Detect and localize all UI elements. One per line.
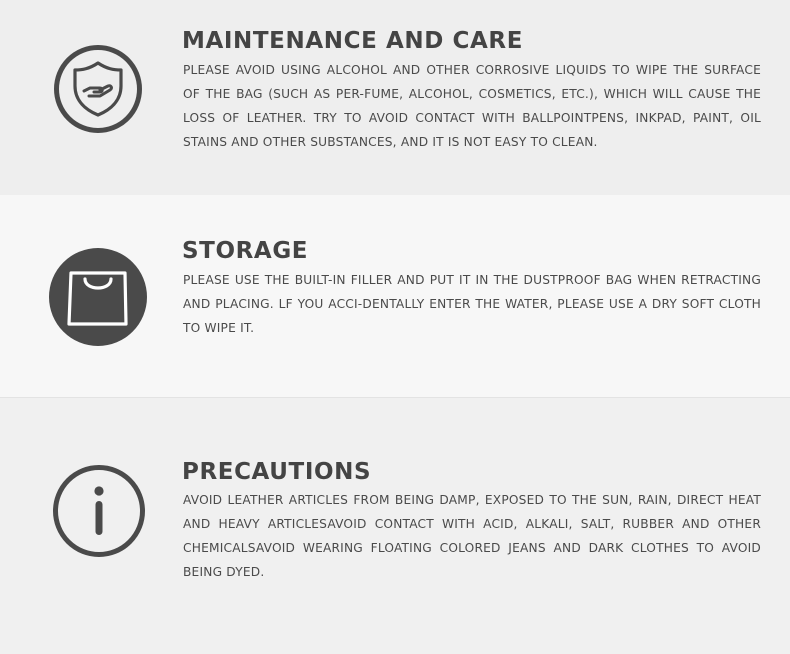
hand-shield-icon bbox=[53, 44, 143, 134]
info-icon bbox=[52, 464, 146, 558]
shopping-bag-icon bbox=[48, 247, 148, 347]
section-text: PLEASE USE THE BUILT-IN FILLER AND PUT IT IN THE DUSTPROOF BAG WHEN RETRACTING AND PLACING. LF YOU ACCI-DENTALLY ENTER THE WATER, PLEASE USE A DRY SOFT CLOTH TO WIPE IT. bbox=[183, 273, 761, 335]
section-title: STORAGE bbox=[182, 238, 309, 264]
section-title: MAINTENANCE AND CARE bbox=[182, 28, 524, 54]
section-title: PRECAUTIONS bbox=[182, 459, 372, 485]
section-text: PLEASE AVOID USING ALCOHOL AND OTHER CORROSIVE LIQUIDS TO WIPE THE SURFACE OF THE BAG (SUCH AS PER-FUME, ALCOHOL, COSMETICS, ETC.), WHICH WILL CAUSE THE LOSS OF LEATHER. TRY TO AVOID CONTACT WITH BALLPOINTPENS, INKPAD, PAINT, OIL STAINS AND OTHER SUBSTANCES, AND IT IS NOT EASY TO CLEAN. bbox=[183, 63, 761, 149]
storage-section bbox=[0, 195, 790, 398]
maintenance-section bbox=[0, 0, 790, 195]
precautions-section bbox=[0, 398, 790, 654]
section-text: AVOID LEATHER ARTICLES FROM BEING DAMP, EXPOSED TO THE SUN, RAIN, DIRECT HEAT AND HEAVY ARTICLESAVOID CONTACT WITH ACID, ALKALI, SALT, RUBBER AND OTHER CHEMICALSAVOID WEARING FLOATING COLORED JEANS AND DARK CLOTHES TO AVOID BEING DYED. bbox=[183, 493, 761, 579]
